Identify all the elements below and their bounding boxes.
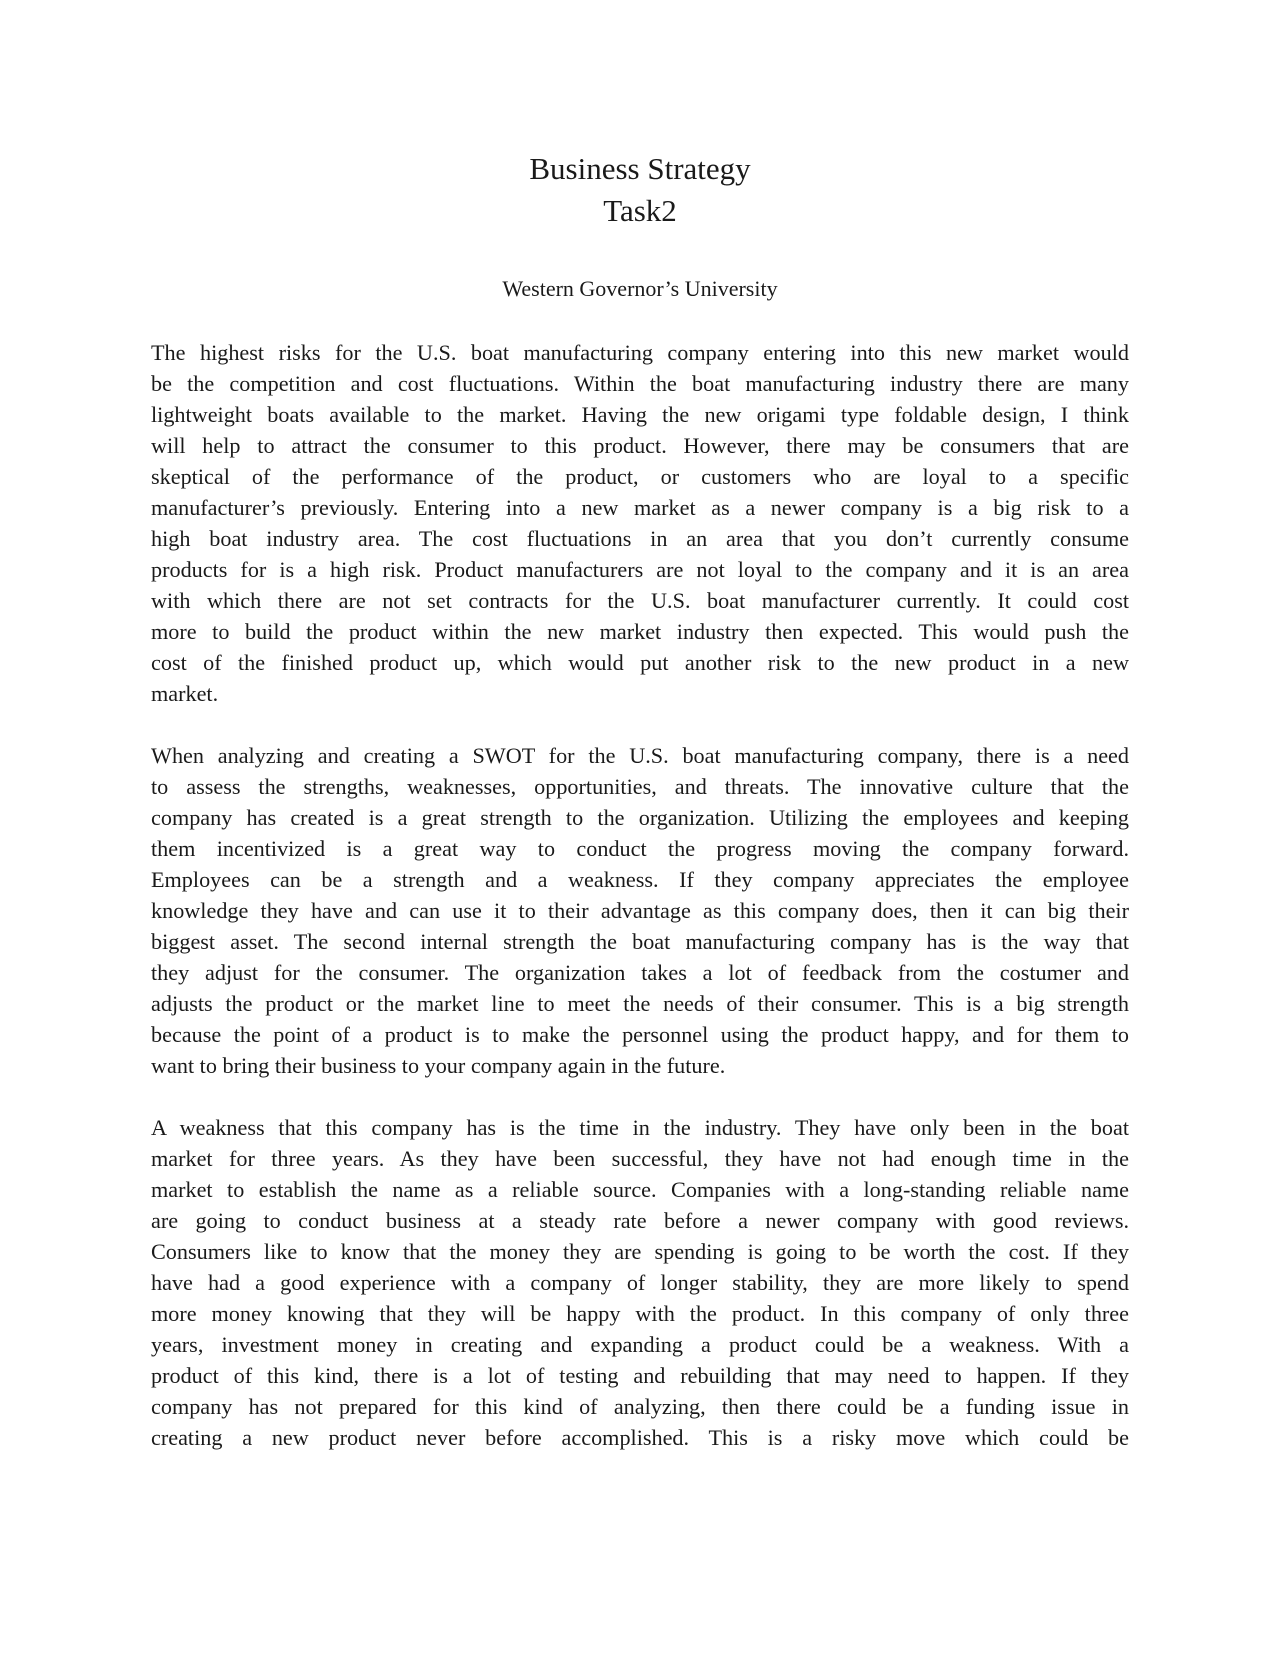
paragraph-line: more to build the product within the new market industry then expected. This would push the (151, 619, 1129, 644)
paragraph-line: with which there are not set contracts for the U.S. boat manufacturer currently. It could cost (151, 588, 1129, 613)
paragraph-line: company has created is a great strength to the organization. Utilizing the employees and keeping (151, 805, 1129, 830)
paragraph-line: be the competition and cost fluctuations. Within the boat manufacturing industry there are many (151, 371, 1129, 396)
paragraph-line: market for three years. As they have been successful, they have not had enough time in the (151, 1146, 1129, 1171)
paragraph-line: market to establish the name as a reliable source. Companies with a long-standing reliable name (151, 1177, 1129, 1202)
paragraph-line: they adjust for the consumer. The organization takes a lot of feedback from the costumer and (151, 960, 1129, 985)
paragraph-line: cost of the finished product up, which would put another risk to the new product in a new (151, 650, 1129, 675)
paragraph-line: A weakness that this company has is the time in the industry. They have only been in the boat (151, 1115, 1129, 1140)
paragraph-line: want to bring their business to your company again in the future. (151, 1053, 726, 1078)
paragraph-line: creating a new product never before accomplished. This is a risky move which could be (151, 1425, 1129, 1450)
paragraph-line: because the point of a product is to make the personnel using the product happy, and for them to (151, 1022, 1129, 1047)
paragraph-line: skeptical of the performance of the product, or customers who are loyal to a specific (151, 464, 1129, 489)
institution-name: Western Governor’s University (502, 276, 778, 301)
paragraph-line: manufacturer’s previously. Entering into a new market as a newer company is a big risk to a (151, 495, 1129, 520)
paragraph-line: have had a good experience with a company of longer stability, they are more likely to spend (151, 1270, 1129, 1295)
paragraph-line: will help to attract the consumer to this product. However, there may be consumers that are (151, 433, 1129, 458)
paragraph-line: years, investment money in creating and expanding a product could be a weakness. With a (151, 1332, 1129, 1357)
paragraph-line: are going to conduct business at a steady rate before a newer company with good reviews. (151, 1208, 1129, 1233)
paragraph-line: them incentivized is a great way to conduct the progress moving the company forward. (151, 836, 1129, 861)
paragraph-line: adjusts the product or the market line to meet the needs of their consumer. This is a big strength (151, 991, 1129, 1016)
body-paragraph (151, 1112, 1129, 1453)
paragraph-line: lightweight boats available to the market. Having the new origami type foldable design, I think (151, 402, 1129, 427)
paragraph-line: The highest risks for the U.S. boat manufacturing company entering into this new market would (151, 340, 1129, 365)
document-body (151, 337, 1129, 1453)
paragraph-line: market. (151, 681, 219, 706)
document-title: Business Strategy (529, 151, 751, 186)
paragraph-line: knowledge they have and can use it to their advantage as this company does, then it can big their (151, 898, 1129, 923)
paragraph-line: Employees can be a strength and a weakness. If they company appreciates the employee (151, 867, 1129, 892)
paragraph-line: high boat industry area. The cost fluctuations in an area that you don’t currently consume (151, 526, 1129, 551)
paragraph-line: product of this kind, there is a lot of testing and rebuilding that may need to happen. If they (151, 1363, 1129, 1388)
paragraph-line: When analyzing and creating a SWOT for the U.S. boat manufacturing company, there is a need (151, 743, 1129, 768)
title-block (0, 148, 1280, 232)
document-task: Task2 (603, 193, 677, 228)
body-paragraph (151, 337, 1129, 709)
paragraph-line: company has not prepared for this kind of analyzing, then there could be a funding issue in (151, 1394, 1129, 1419)
paragraph-line: to assess the strengths, weaknesses, opportunities, and threats. The innovative culture that the (151, 774, 1129, 799)
paragraph-line: more money knowing that they will be happy with the product. In this company of only three (151, 1301, 1129, 1326)
paragraph-line: products for is a high risk. Product manufacturers are not loyal to the company and it is an area (151, 557, 1129, 582)
paragraph-line: Consumers like to know that the money they are spending is going to be worth the cost. If they (151, 1239, 1129, 1264)
paragraph-line: biggest asset. The second internal strength the boat manufacturing company has is the way that (151, 929, 1129, 954)
body-paragraph (151, 740, 1129, 1081)
